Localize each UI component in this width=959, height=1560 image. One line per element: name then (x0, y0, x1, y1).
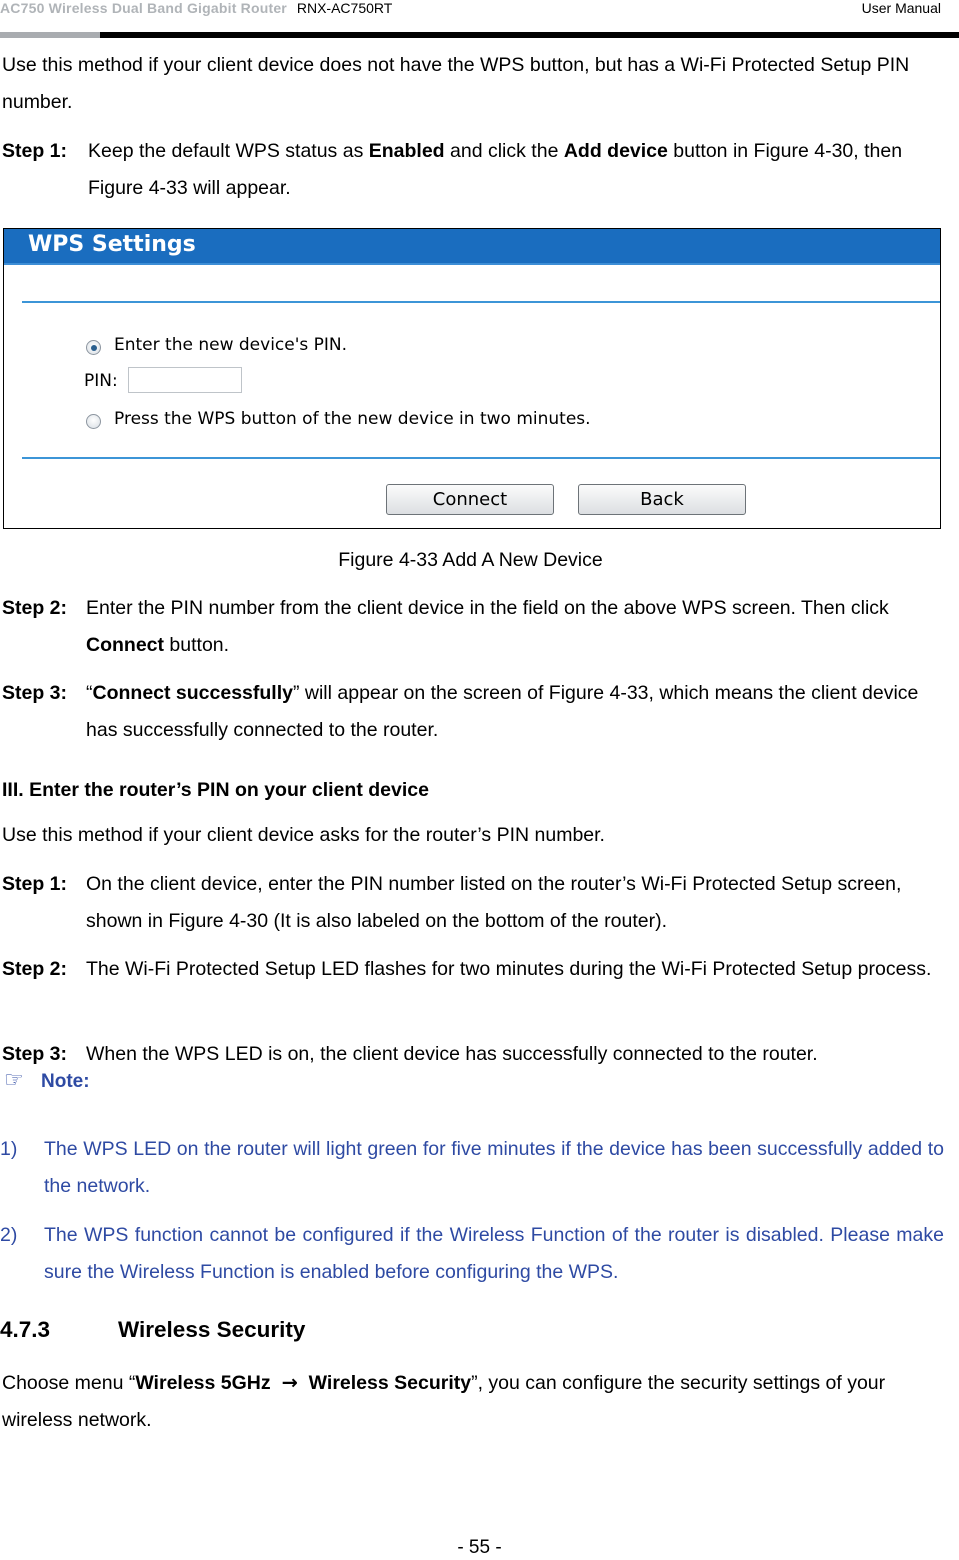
option-enter-pin-label: Enter the new device's PIN. (114, 335, 348, 355)
step-label: Step 3: (2, 682, 68, 704)
step-1-add-device (2, 133, 948, 207)
pin-label: PIN: (84, 371, 118, 391)
paragraph-text-part: ”, you can configure the security settings of your wireless network. (2, 1372, 886, 1431)
wireless-security-paragraph (2, 1364, 946, 1439)
note-item-text: The WPS function cannot be configured if the Wireless Function of the router is disabled. Please make sure the Wireless Function is enabled before configuring the WPS. (44, 1224, 944, 1283)
step-text (86, 590, 944, 664)
note-item-number: 1) (0, 1138, 18, 1160)
section-iii-step-1 (2, 866, 944, 940)
step-text: The Wi-Fi Protected Setup LED flashes for two minutes during the Wi-Fi Protected Setup process. (86, 958, 932, 980)
step-bold-add-device: Add device (563, 140, 668, 162)
wps-settings-screenshot (3, 228, 941, 529)
pointing-hand-icon: ☞ (4, 1068, 24, 1093)
step-3-connect-successfully (2, 675, 944, 749)
note-item (0, 1217, 944, 1291)
header-left (0, 0, 392, 16)
back-button[interactable]: Back (578, 484, 746, 515)
wps-settings-title-bar (4, 229, 940, 265)
note-heading (4, 1062, 90, 1100)
step-label: Step 1: (2, 873, 68, 895)
step-text-part: and click the (444, 140, 564, 162)
step-2-enter-pin (2, 590, 944, 664)
step-text-part: “ (86, 682, 93, 704)
step-text-part: Keep the default WPS status as (88, 140, 369, 162)
section-iii-intro: Use this method if your client device asks for the router’s PIN number. (2, 824, 605, 846)
section-iii-heading: III. Enter the router’s PIN on your client device (2, 779, 429, 801)
intro-paragraph: Use this method if your client device does not have the WPS button, but has a Wi-Fi Protected Setup PIN number. (2, 54, 910, 113)
paragraph-text-part: Choose menu “ (2, 1372, 136, 1394)
step-text-part: Enter the PIN number from the client device in the field on the above WPS screen. Then click (86, 597, 889, 619)
section-title: Wireless Security (118, 1317, 306, 1342)
arrow-right-icon: → (281, 1371, 298, 1394)
section-iii-step-3 (2, 1036, 944, 1073)
step-bold-enabled: Enabled (368, 140, 445, 162)
figure-caption: Figure 4-33 Add A New Device (338, 549, 603, 571)
header-rule-gray (0, 32, 100, 38)
step-label: Step 2: (2, 597, 68, 619)
step-text-part: button. (164, 634, 230, 656)
header-model: RNX-AC750RT (296, 0, 393, 16)
step-label: Step 1: (2, 140, 68, 162)
note-item-number: 2) (0, 1224, 18, 1246)
page-number: - 55 - (457, 1537, 502, 1558)
step-label: Step 2: (2, 958, 68, 980)
section-number: 4.7.3 (0, 1317, 51, 1342)
section-heading-wireless-security (0, 1311, 305, 1348)
step-text: On the client device, enter the PIN number listed on the router’s Wi-Fi Protected Setup screen, shown in Figure 4-30 (It is also labeled on the bottom of the router). (86, 873, 902, 932)
step-text (86, 675, 944, 749)
radio-press-wps-button[interactable] (86, 414, 101, 429)
step-bold-connect: Connect (86, 634, 164, 656)
header-rule-black (100, 32, 959, 38)
step-text-part: button in Figure 4-30, then Figure 4-33 will appear. (88, 140, 903, 199)
section-iii-step-2 (2, 951, 944, 1025)
step-text: When the WPS LED is on, the client device has successfully connected to the router. (86, 1043, 818, 1065)
step-label: Step 3: (2, 1043, 68, 1065)
note-item-text: The WPS LED on the router will light green for five minutes if the device has been successfully added to the network. (44, 1138, 944, 1197)
step-bold-connect-successfully: Connect successfully (92, 682, 293, 704)
option-press-button-label: Press the WPS button of the new device in two minutes. (114, 409, 591, 429)
divider-line (22, 301, 940, 303)
note-item (0, 1131, 944, 1205)
page-header (0, 0, 959, 44)
menu-wireless-5ghz: Wireless 5GHz (135, 1372, 271, 1394)
header-brand: AC750 Wireless Dual Band Gigabit Router (0, 0, 287, 16)
divider-line (22, 457, 940, 459)
step-text-part: ” will appear on the screen of Figure 4-33, which means the client device has successfully connected to the router. (86, 682, 919, 741)
step-text (88, 133, 948, 207)
header-doc-type: User Manual (861, 0, 941, 16)
connect-button[interactable]: Connect (386, 484, 554, 515)
radio-enter-pin[interactable] (86, 340, 101, 355)
pin-input[interactable] (128, 367, 242, 393)
wps-settings-title: WPS Settings (28, 232, 196, 257)
menu-wireless-security: Wireless Security (308, 1372, 472, 1394)
note-label: Note: (41, 1071, 90, 1092)
